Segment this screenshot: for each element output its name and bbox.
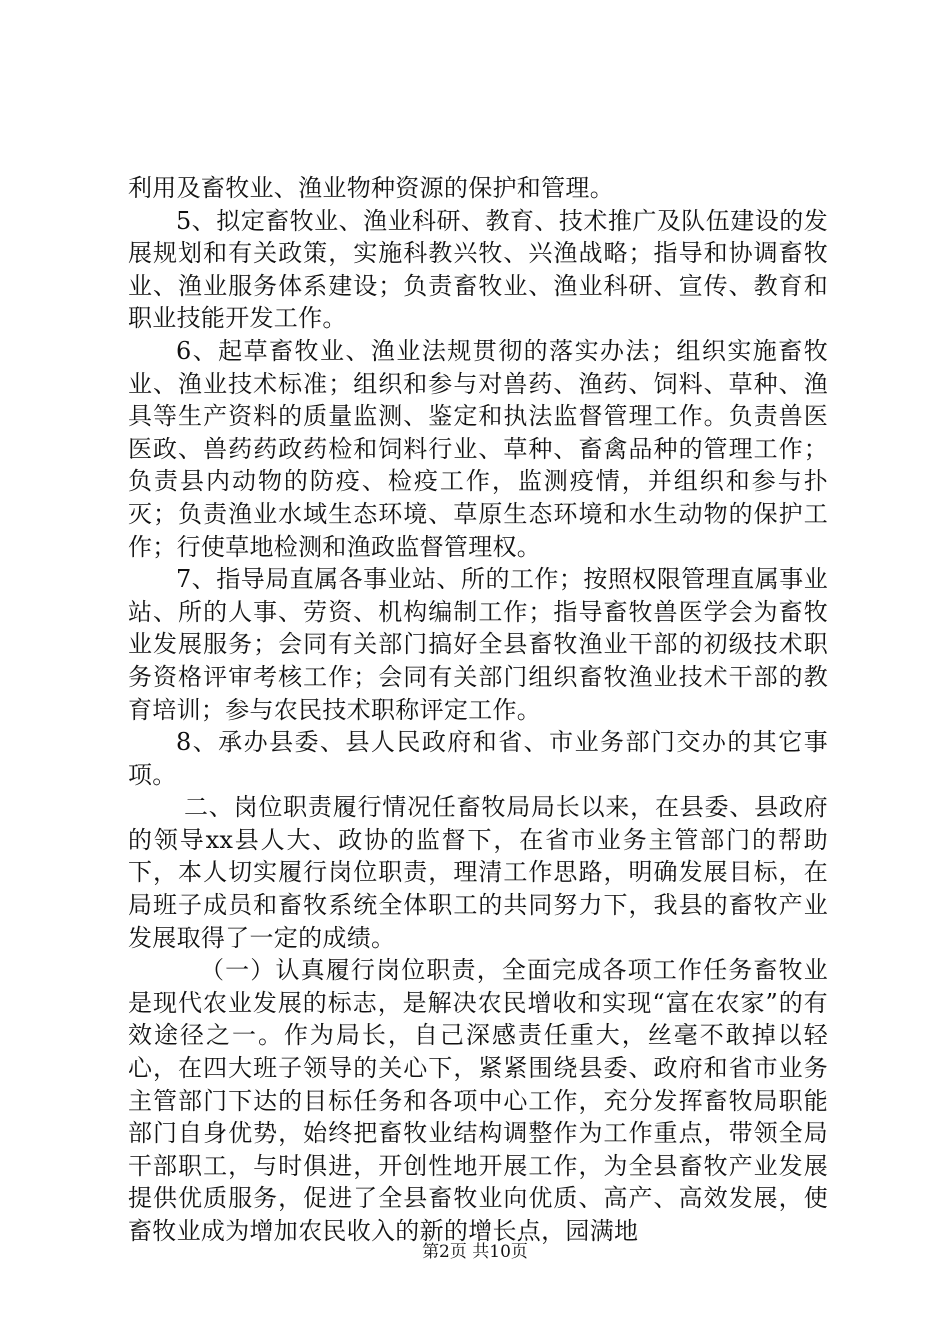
paragraph-item-8: 8、承办县委、县人民政府和省、市业务部门交办的其它事项。	[128, 728, 828, 789]
document-body	[128, 172, 828, 1248]
paragraph-section-2: 二、岗位职责履行情况任畜牧局局长以来，在县委、县政府的领导xx县人大、政协的监督下，在省市业务主管部门的帮助下，本人切实履行岗位职责，理清工作思路，明确发展目标，在局班子成员和畜牧系统全体职工的共同努力下，我县的畜牧产业发展取得了一定的成绩。	[128, 793, 828, 952]
paragraph-continuation: 利用及畜牧业、渔业物种资源的保护和管理。	[128, 174, 614, 202]
page-number-footer: 第2页 共10页	[422, 1242, 528, 1262]
paragraph-item-6: 6、起草畜牧业、渔业法规贯彻的落实办法；组织实施畜牧业、渔业技术标准；组织和参与对兽药、渔药、饲料、草种、渔具等生产资料的质量监测、鉴定和执法监督管理工作。负责兽医医政、兽药药政药检和饲料行业、草种、畜禽品种的管理工作；负责县内动物的防疫、检疫工作，监测疫情，并组织和参与扑灭；负责渔业水域生态环境、草原生态环境和水生动物的保护工作；行使草地检测和渔政监督管理权。	[128, 336, 828, 561]
paragraph-subsection-1: （一）认真履行岗位职责，全面完成各项工作任务畜牧业是现代农业发展的标志，是解决农民增收和实现“富在农家”的有效途径之一。作为局长，自己深感责任重大，丝毫不敢掉以轻心，在四大班子领导的关心下，紧紧围绕县委、政府和省市业务主管部门下达的目标任务和各项中心工作，充分发挥畜牧局职能部门自身优势，始终把畜牧业结构调整作为工作重点，带领全局干部职工，与时俱进，开创性地开展工作，为全县畜牧产业发展提供优质服务，促进了全县畜牧业向优质、高产、高效发展，使畜牧业成为增加农民收入的新的增长点，园满地	[128, 956, 828, 1245]
paragraph-item-7: 7、指导局直属各事业站、所的工作；按照权限管理直属事业站、所的人事、劳资、机构编制工作；指导畜牧兽医学会为畜牧业发展服务；会同有关部门搞好全县畜牧渔业干部的初级技术职务资格评审考核工作；会同有关部门组织畜牧渔业技术干部的教育培训；参与农民技术职称评定工作。	[128, 565, 828, 724]
paragraph-item-5: 5、拟定畜牧业、渔业科研、教育、技术推广及队伍建设的发展规划和有关政策，实施科教兴牧、兴渔战略；指导和协调畜牧业、渔业服务体系建设；负责畜牧业、渔业科研、宣传、教育和职业技能开发工作。	[128, 206, 828, 333]
